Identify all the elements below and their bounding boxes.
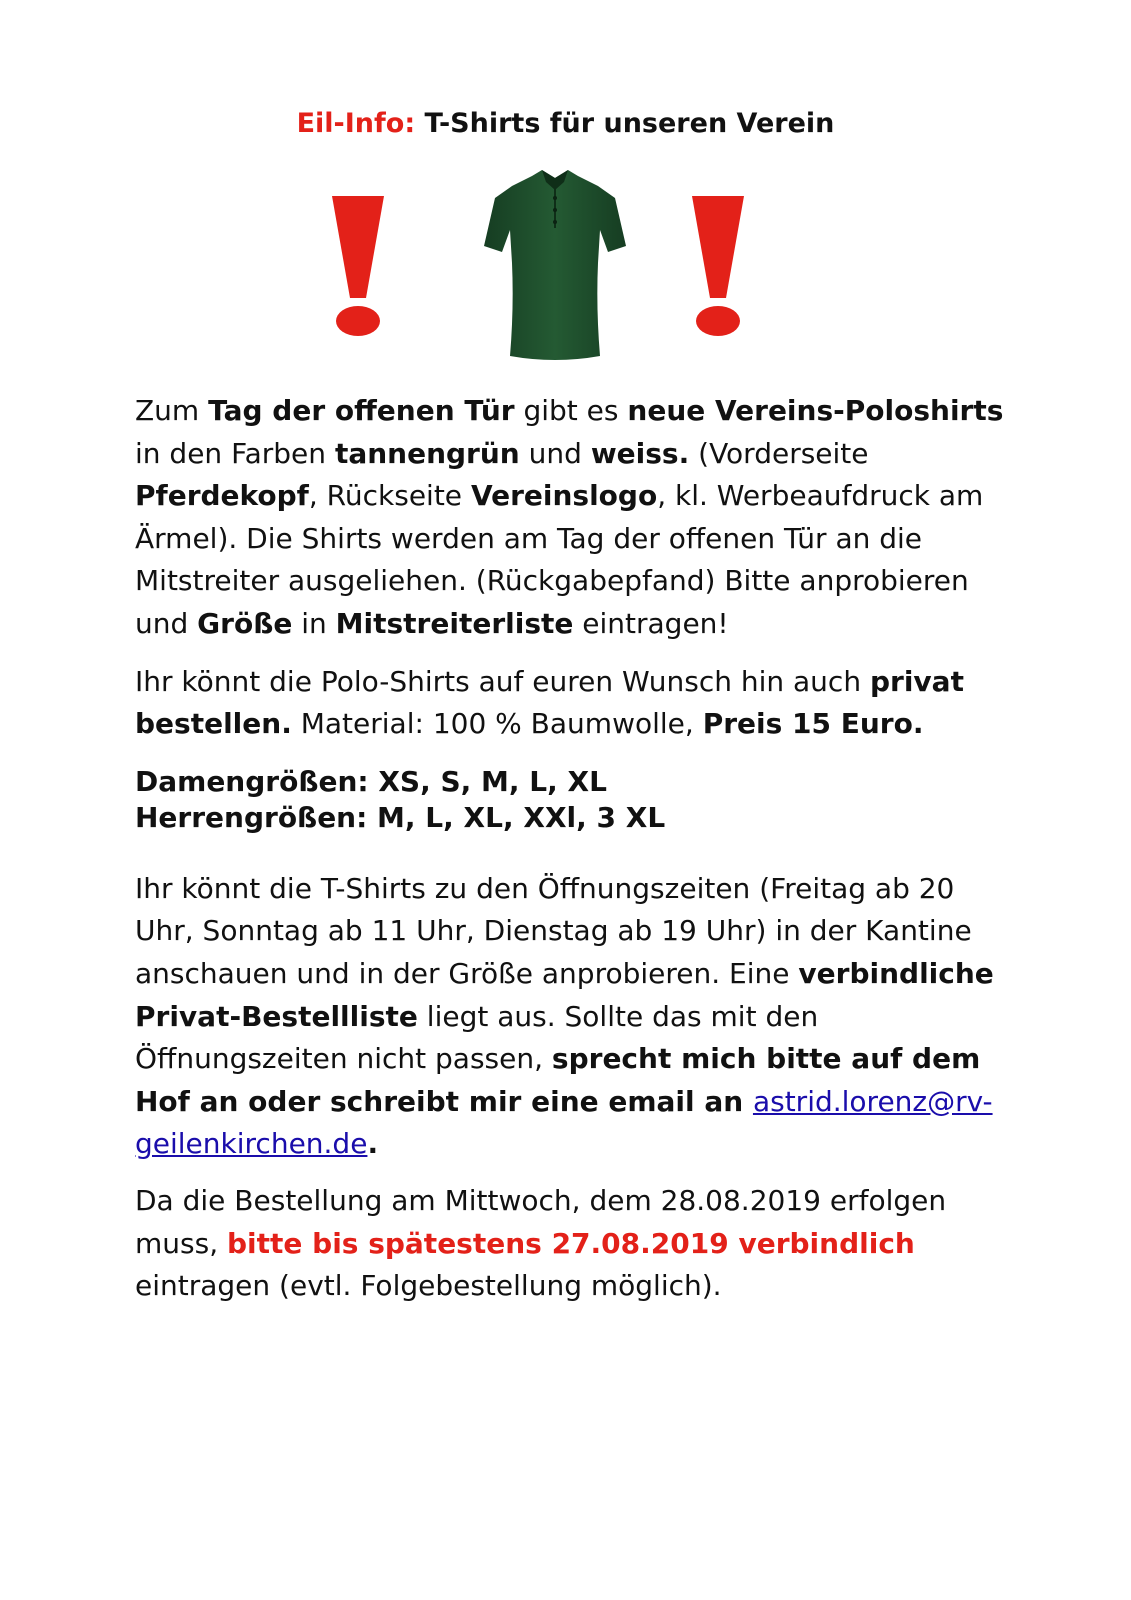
women-sizes: Damengrößen: XS, S, M, L, XL <box>135 764 607 798</box>
text: und <box>519 436 591 470</box>
bold-text: tannengrün <box>334 436 520 470</box>
polo-shirt-image <box>480 168 630 363</box>
bold-text: weiss. <box>590 436 690 470</box>
paragraph-private-order <box>135 661 1015 746</box>
email-link[interactable]: astrid.lorenz@rv-geilenkirchen.de <box>135 1084 993 1161</box>
bold-text: privat bestellen. <box>135 664 964 741</box>
text: Ihr könnt die Polo-Shirts auf euren Wunsch hin auch <box>135 664 870 698</box>
text: , kl. Werbeaufdruck am Ärmel). Die Shirts werden am Tag der offenen Tür an die Mitstreiter ausgeliehen. (Rückgabepfand) Bitte anprobieren und <box>135 479 984 640</box>
bold-text: sprecht mich bitte auf dem Hof an oder schreibt mir eine email an <box>135 1042 981 1118</box>
paragraph-sizes <box>135 764 1015 836</box>
bold-text: neue Vereins-Poloshirts <box>627 394 1004 427</box>
bold-text: verbindliche Privat-Bestellliste <box>135 956 994 1033</box>
bold-text: Größe <box>197 606 293 640</box>
title-main: T-Shirts für unseren Verein <box>424 108 835 139</box>
page-title <box>0 108 1131 139</box>
text: liegt aus. Sollte das mit den Öffnungszeiten nicht passen, <box>135 999 819 1076</box>
text: Ihr könnt die T-Shirts zu den Öffnungszeiten (Freitag ab 20 Uhr, Sonntag ab 11 Uhr, Dienstag ab 19 Uhr) in der Kantine anschauen und in der Größe anprobieren. Eine <box>135 871 972 990</box>
text: , Rückseite <box>308 479 471 513</box>
bold-text: Mitstreiterliste <box>335 606 574 640</box>
paragraph-opening-hours <box>135 868 1015 1166</box>
bold-text: . <box>367 1127 379 1161</box>
title-prefix: Eil-Info: <box>296 108 416 139</box>
deadline-text: bitte bis spätestens 27.08.2019 verbindlich <box>227 1226 915 1260</box>
bold-text: Pferdekopf <box>135 479 309 513</box>
text: gibt es <box>514 394 628 427</box>
text: eintragen (evtl. Folgebestellung möglich). <box>135 1269 722 1303</box>
text: in den Farben <box>135 436 335 470</box>
bold-text: Vereinslogo <box>470 479 658 513</box>
text: (Vorderseite <box>689 436 869 470</box>
document-body <box>135 390 1015 1308</box>
paragraph-deadline <box>135 1180 1015 1308</box>
text: eintragen! <box>573 606 729 640</box>
bold-text: Preis 15 Euro. <box>702 707 924 741</box>
text: Da die Bestellung am Mittwoch, dem 28.08.2019 erfolgen muss, <box>135 1183 947 1260</box>
paragraph-announcement <box>135 390 1015 646</box>
men-sizes: Herrengrößen: M, L, XL, XXl, 3 XL <box>135 800 666 834</box>
text: in <box>292 606 336 640</box>
bold-text: Tag der offenen Tür <box>208 394 515 427</box>
exclamation-mark-icon <box>690 196 746 338</box>
text: Zum <box>135 394 209 427</box>
exclamation-mark-icon <box>330 196 386 338</box>
text: Material: 100 % Baumwolle, <box>291 707 703 741</box>
